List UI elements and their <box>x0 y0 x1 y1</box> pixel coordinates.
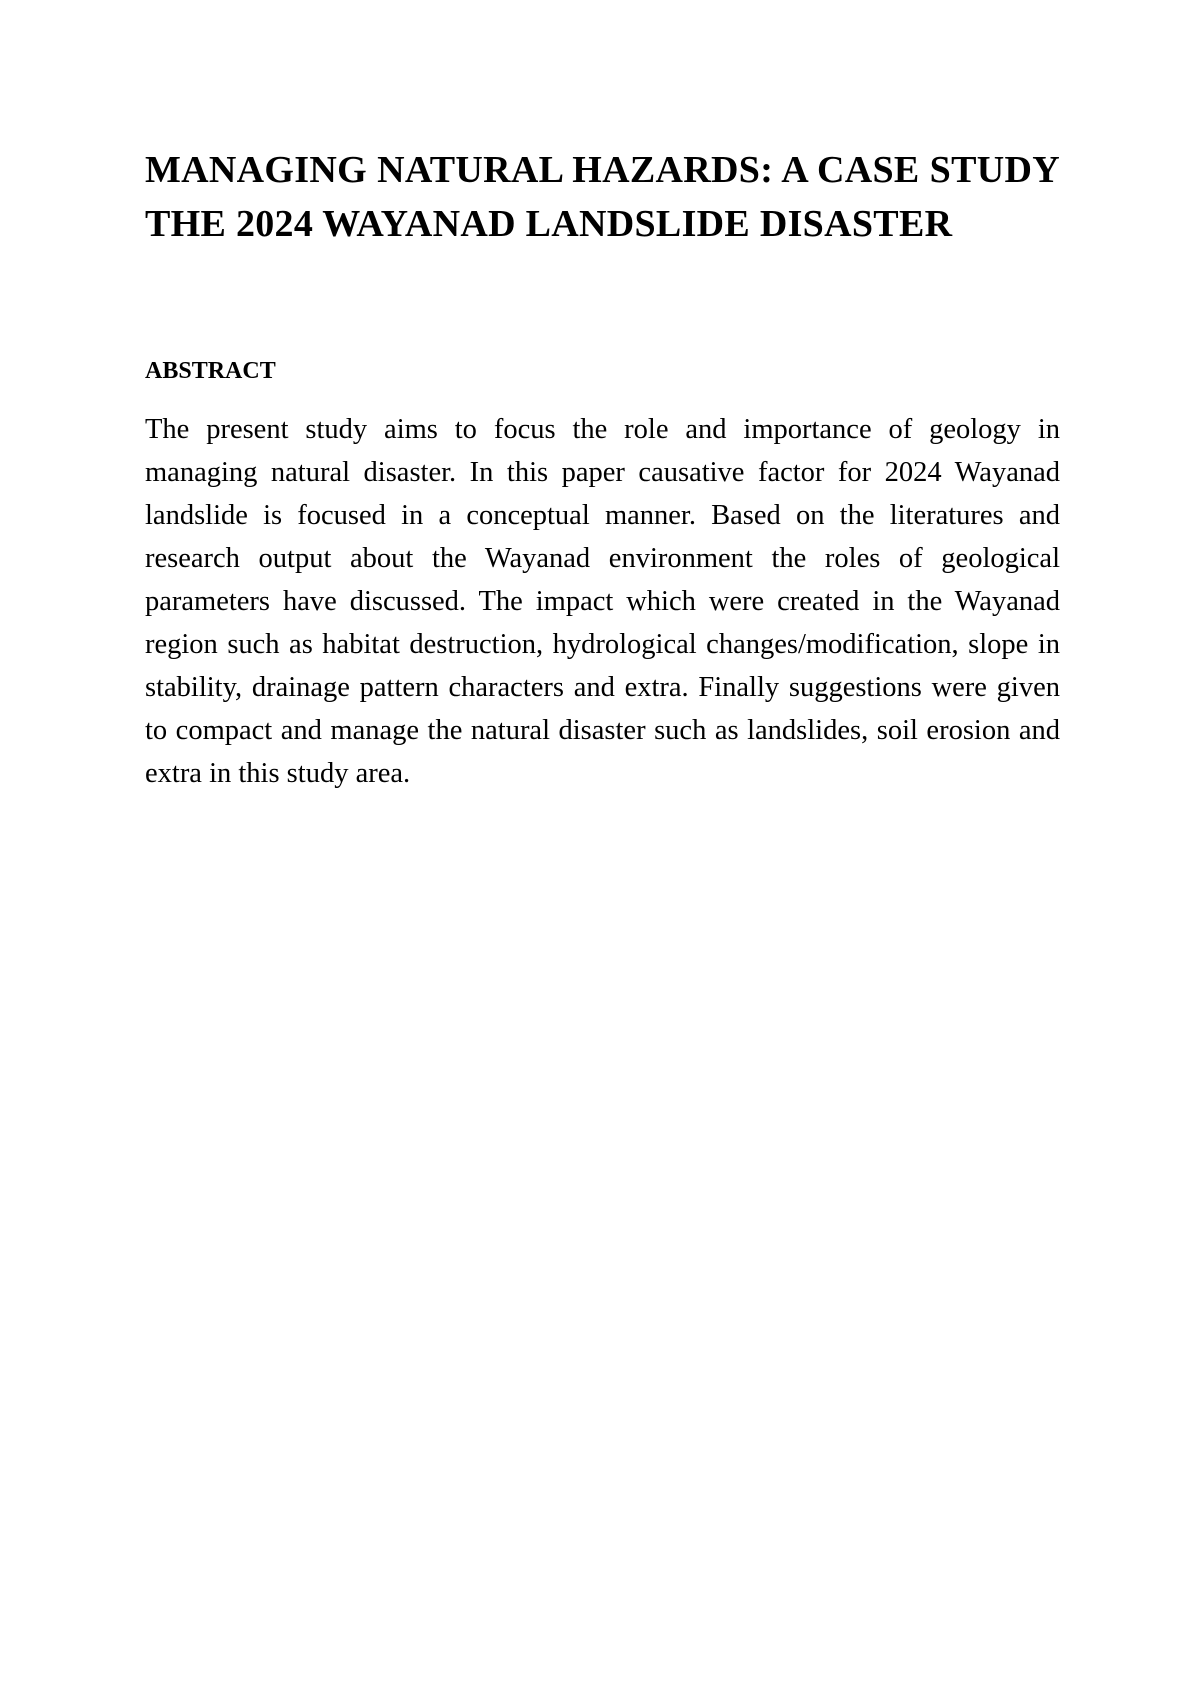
abstract-paragraph: The present study aims to focus the role and importance of geology in managing natural disaster. In this paper causative factor for 2024 Wayanad landslide is focused in a conceptual manner. Based on the literatures and research output about the Wayanad environment the roles of geological parameters have discussed. The impact which were created in the Wayanad region such as habitat destruction, hydrological changes/modification, slope in stability, drainage pattern characters and extra. Finally suggestions were given to compact and manage the natural disaster such as landslides, soil erosion and extra in this study area. <box>145 414 1060 789</box>
paper-title: MANAGING NATURAL HAZARDS: A CASE STUDY THE 2024 WAYANAD LANDSLIDE DISASTER <box>145 149 1060 245</box>
page-content <box>145 143 1060 795</box>
abstract-heading: ABSTRACT <box>145 358 276 384</box>
